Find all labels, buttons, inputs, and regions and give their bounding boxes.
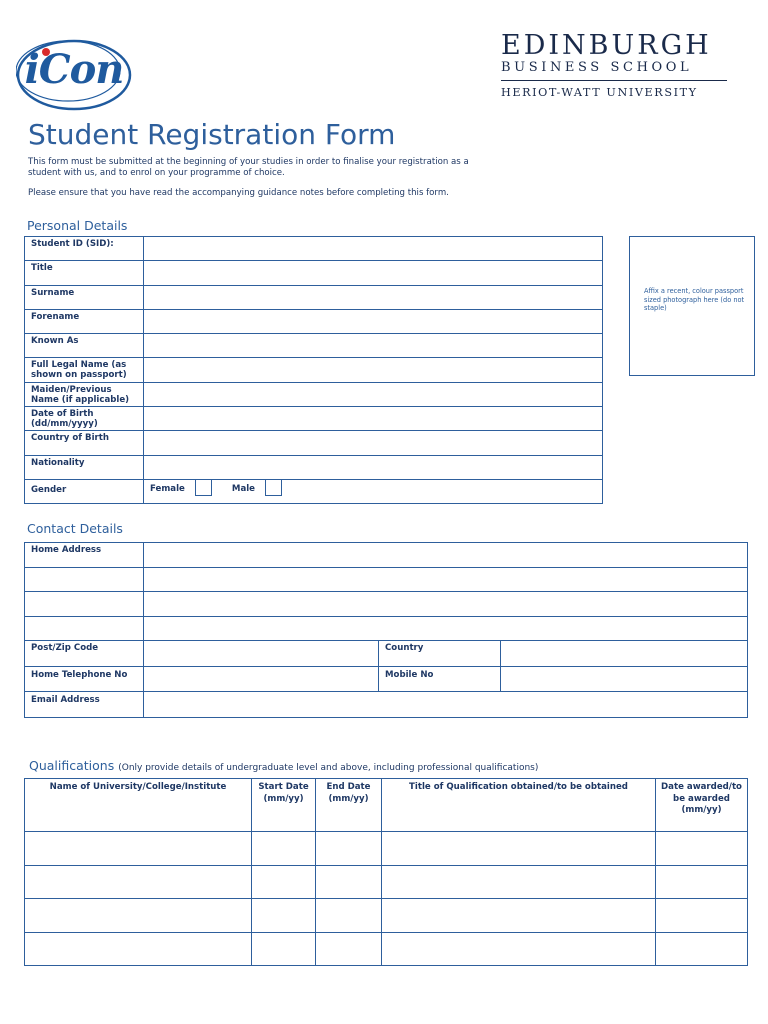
start-date-cell[interactable] [252,899,316,933]
forename-field[interactable] [144,309,603,333]
gender-male-checkbox[interactable] [265,479,282,496]
field-label: Surname [25,285,144,309]
home-address-line1-field[interactable] [144,543,748,568]
date-of-birth-field[interactable] [144,407,603,431]
field-label: Title [25,261,144,285]
full-legal-name-field[interactable] [144,358,603,382]
table-row [25,899,748,933]
school-name-line3: HERIOT-WATT UNIVERSITY [501,86,698,99]
table-row [25,567,748,592]
col-end-date: End Date (mm/yy) [316,779,382,832]
table-row [25,592,748,617]
country-field[interactable] [501,641,748,667]
table-row [25,865,748,899]
gender-field [144,479,603,503]
contact-details-heading: Contact Details [27,521,123,536]
qualifications-note: (Only provide details of undergraduate level and above, including professional qualifications) [118,763,539,773]
end-date-cell[interactable] [316,832,382,866]
contact-details-table [24,542,748,718]
personal-details-table [24,236,603,504]
table-row [25,543,748,568]
start-date-cell[interactable] [252,832,316,866]
date-awarded-cell[interactable] [656,865,748,899]
personal-details-heading: Personal Details [27,218,128,233]
qualifications-heading [29,758,538,773]
end-date-cell[interactable] [316,865,382,899]
blank-label-cell [25,567,144,592]
known-as-field[interactable] [144,334,603,358]
photo-note: Affix a recent, colour passport sized photograph here (do not staple) [644,287,745,312]
table-row [25,616,748,641]
field-label: Home Telephone No [25,666,144,692]
table-row [25,479,603,503]
qualifications-title: Qualifications [29,758,115,773]
email-field[interactable] [144,692,748,718]
field-label: Nationality [25,455,144,479]
date-awarded-cell[interactable] [656,932,748,966]
table-row [25,407,603,431]
table-header-row [25,779,748,832]
gender-male-label: Male [231,483,256,494]
start-date-cell[interactable] [252,932,316,966]
end-date-cell[interactable] [316,899,382,933]
institution-cell[interactable] [25,899,252,933]
school-divider [501,80,727,81]
page-title: Student Registration Form [28,118,396,151]
table-row [25,932,748,966]
gender-female-checkbox[interactable] [195,479,212,496]
field-label: Full Legal Name (as shown on passport) [25,358,144,382]
col-start-date: Start Date (mm/yy) [252,779,316,832]
home-telephone-field[interactable] [144,666,379,692]
qualification-title-cell[interactable] [382,932,656,966]
col-date-awarded: Date awarded/to be awarded (mm/yy) [656,779,748,832]
table-row [25,309,603,333]
table-row [25,382,603,406]
field-label: Country [379,641,501,667]
field-label: Post/Zip Code [25,641,144,667]
school-name-line1: EDINBURGH [501,30,712,61]
date-awarded-cell[interactable] [656,832,748,866]
table-row [25,431,603,455]
student-id-field[interactable] [144,237,603,261]
icon-logo [16,38,132,112]
postcode-field[interactable] [144,641,379,667]
table-row [25,261,603,285]
gender-female-label: Female [150,483,185,494]
title-field[interactable] [144,261,603,285]
blank-label-cell [25,592,144,617]
photo-box [629,236,755,376]
institution-cell[interactable] [25,832,252,866]
table-row [25,285,603,309]
home-address-line4-field[interactable] [144,616,748,641]
field-label: Mobile No [379,666,501,692]
table-row [25,358,603,382]
date-awarded-cell[interactable] [656,899,748,933]
home-address-line3-field[interactable] [144,592,748,617]
table-row [25,641,748,667]
institution-cell[interactable] [25,865,252,899]
field-label: Student ID (SID): [25,237,144,261]
table-row [25,666,748,692]
table-row [25,455,603,479]
logo-text: iCon [24,46,124,93]
mobile-field[interactable] [501,666,748,692]
field-label: Gender [25,479,144,503]
field-label: Country of Birth [25,431,144,455]
school-name-line2: BUSINESS SCHOOL [501,60,693,75]
table-row [25,334,603,358]
start-date-cell[interactable] [252,865,316,899]
field-label: Known As [25,334,144,358]
blank-label-cell [25,616,144,641]
school-logo [501,32,727,99]
col-qualification-title: Title of Qualification obtained/to be obtained [382,779,656,832]
qualification-title-cell[interactable] [382,865,656,899]
country-of-birth-field[interactable] [144,431,603,455]
institution-cell[interactable] [25,932,252,966]
field-label: Date of Birth (dd/mm/yyyy) [25,407,144,431]
home-address-line2-field[interactable] [144,567,748,592]
nationality-field[interactable] [144,455,603,479]
maiden-name-field[interactable] [144,382,603,406]
field-label: Forename [25,309,144,333]
table-row [25,832,748,866]
table-row [25,237,603,261]
qualification-title-cell[interactable] [382,832,656,866]
col-institution: Name of University/College/Institute [25,779,252,832]
field-label: Home Address [25,543,144,568]
surname-field[interactable] [144,285,603,309]
end-date-cell[interactable] [316,932,382,966]
table-row [25,692,748,718]
qualification-title-cell[interactable] [382,899,656,933]
intro-paragraph-1: This form must be submitted at the beginning of your studies in order to finalise your registration as a student with us, and to enrol on your programme of choice. [28,157,469,178]
field-label: Email Address [25,692,144,718]
field-label: Maiden/Previous Name (if applicable) [25,382,144,406]
intro-paragraph-2: Please ensure that you have read the accompanying guidance notes before completing this form. [28,188,449,198]
qualifications-table [24,778,748,966]
